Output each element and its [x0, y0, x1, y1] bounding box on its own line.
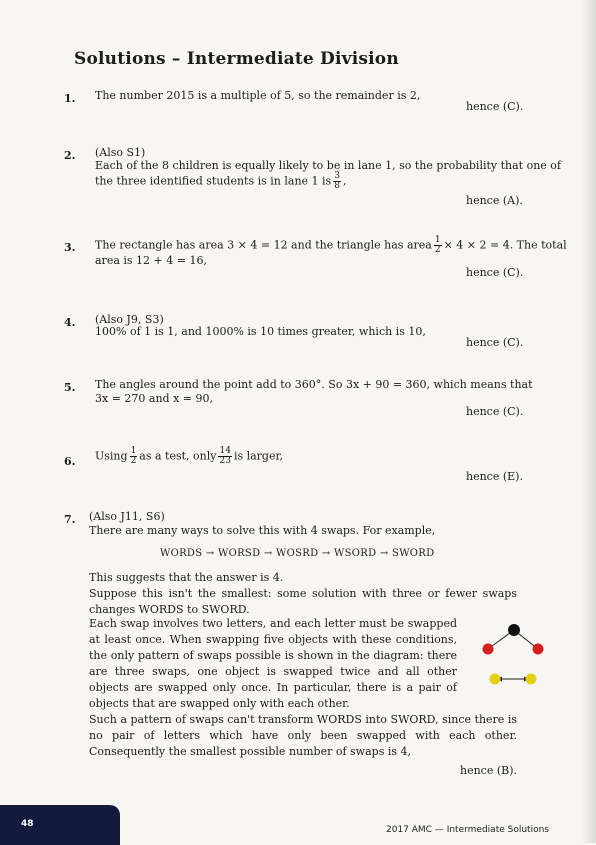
- q1-number: 1.: [64, 92, 76, 105]
- q7-paragraph-2: Suppose this isn't the smallest: some solution with three or fewer swaps changes WORDS to SWORD.: [89, 587, 517, 616]
- page-title: Solutions – Intermediate Division: [74, 49, 399, 69]
- q7-number: 7.: [64, 513, 76, 526]
- page-edge-shadow: [582, 0, 596, 843]
- q2-line1: Each of the 8 children is equally likely to be in lane 1, so the probability that one of: [95, 159, 561, 172]
- page-number: 48: [21, 819, 34, 829]
- q4-line1: 100% of 1 is 1, and 1000% is 10 times greater, which is 10,: [95, 325, 426, 338]
- q2-fraction: $\frac{3}{8}$: [334, 171, 340, 191]
- q5-line1: The angles around the point add to 360°. So 3x + 90 = 360, which means that: [95, 378, 533, 391]
- q1-answer: hence (C).: [466, 100, 524, 113]
- q1-text: The number 2015 is a multiple of 5, so the remainder is 2,: [95, 89, 421, 102]
- q7-paragraph-4: Such a pattern of swaps can't transform WORDS into SWORD, since there is no pair of letters which have only been swapped with each other. Consequently the smallest possible number of swaps is 4,: [89, 713, 517, 758]
- q2-also: (Also S1): [95, 146, 146, 159]
- q7-line1: There are many ways to solve this with 4 swaps. For example,: [89, 524, 436, 537]
- q6-fraction-half: $\frac{1}{2}$: [130, 446, 137, 466]
- q2-line2: the three identified students is in lane 1 is $\frac{3}{8}$ ,: [95, 171, 347, 191]
- yellow-object-right: [526, 674, 537, 685]
- swap-diagram: [480, 620, 550, 690]
- q6-line1: Using $\frac{1}{2}$ as a test, only $\frac{14}{23}$ is larger,: [95, 446, 284, 466]
- q4-number: 4.: [64, 316, 76, 329]
- q7-paragraph-1: This suggests that the answer is 4.: [89, 571, 284, 584]
- q7-swap-sequence: WORDS → WORSD → WOSRD → WSORD → SWORD: [160, 548, 435, 559]
- footer-title: 2017 AMC — Intermediate Solutions: [386, 825, 549, 835]
- q5-answer: hence (C).: [466, 405, 524, 418]
- q4-also: (Also J9, S3): [95, 313, 164, 326]
- center-object: [508, 624, 520, 636]
- q3-line1: The rectangle has area 3 × 4 = 12 and the triangle has area $\frac{1}{2}$ × 4 × 2 = 4. The total: [95, 235, 567, 255]
- q3-line2: area is 12 + 4 = 16,: [95, 254, 207, 267]
- red-object-left: [483, 644, 494, 655]
- q2-answer: hence (A).: [466, 194, 523, 207]
- q6-fraction-14-23: $\frac{14}{23}$: [219, 446, 231, 466]
- q7-paragraph-3: Each swap involves two letters, and each letter must be swapped at least once. When swapping five objects with these conditions, the only pattern of swaps possible is shown in the diagram: there are three swaps, one object is swapped twice and all other objects are swapped only once. In particular, there is a pair of objects that are swapped only with each other.: [89, 617, 457, 710]
- q6-answer: hence (E).: [466, 470, 523, 483]
- q7-answer: hence (B).: [460, 764, 518, 777]
- q3-fraction: $\frac{1}{2}$: [434, 235, 441, 255]
- q7-also: (Also J11, S6): [89, 510, 165, 523]
- footer-page-tab: [0, 805, 120, 845]
- q5-number: 5.: [64, 381, 76, 394]
- red-object-right: [533, 644, 544, 655]
- q3-number: 3.: [64, 241, 76, 254]
- q3-answer: hence (C).: [466, 266, 524, 279]
- q6-number: 6.: [64, 455, 76, 468]
- q5-line2: 3x = 270 and x = 90,: [95, 392, 213, 405]
- yellow-object-left: [490, 674, 501, 685]
- q4-answer: hence (C).: [466, 336, 524, 349]
- q2-line2-text: the three identified students is in lane 1 is: [95, 174, 332, 188]
- q2-number: 2.: [64, 149, 76, 162]
